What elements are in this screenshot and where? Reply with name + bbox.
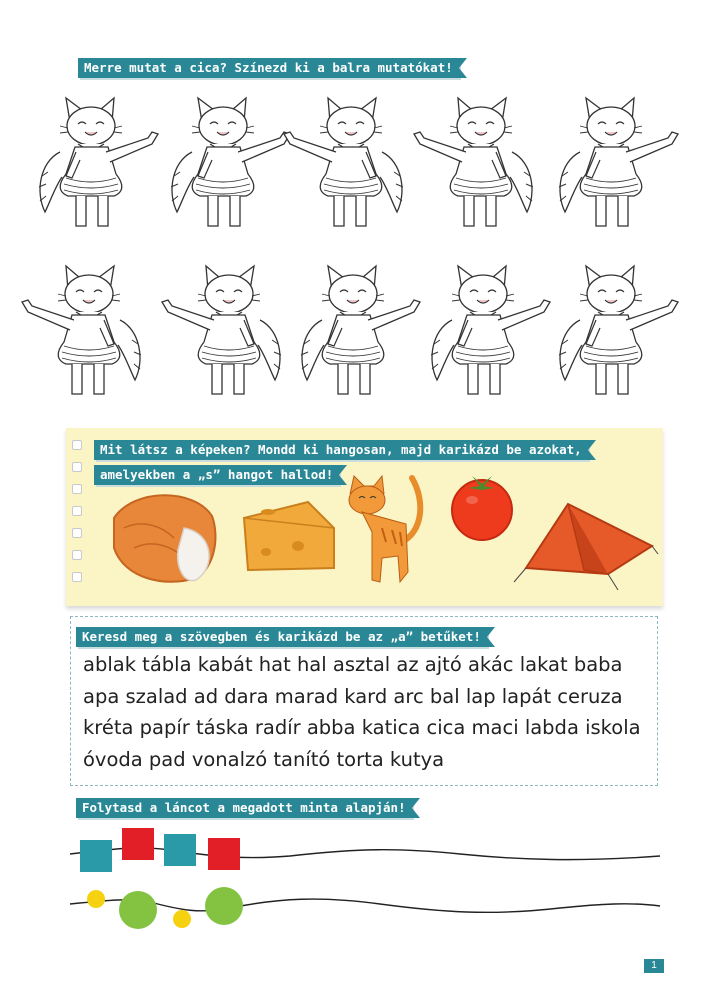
word-line[interactable]: kréta papír táska radír abba katica cica maci labda iskola xyxy=(83,716,641,739)
teal-square xyxy=(80,840,112,872)
tomato-image[interactable] xyxy=(442,470,522,542)
cat-pointing-left[interactable] xyxy=(282,78,422,246)
wave-line-1 xyxy=(70,848,660,860)
page-number: 1 xyxy=(644,959,664,973)
word-line[interactable]: ablak tábla kabát hat hal asztal az ajtó akác lakat baba xyxy=(83,653,623,676)
notebook-holes xyxy=(72,436,84,596)
cats-grid xyxy=(20,78,690,418)
section1-title: Merre mutat a cica? Színezd ki a balra mutatókat! xyxy=(78,58,459,78)
section2-title-line2: amelyekben a „s” hangot hallod! xyxy=(94,465,339,485)
yellow-circle xyxy=(87,890,105,908)
teal-square xyxy=(164,834,196,866)
bread-image[interactable] xyxy=(104,488,224,588)
yellow-circle xyxy=(173,910,191,928)
cat-pointing-right[interactable] xyxy=(540,246,680,414)
word-list xyxy=(83,649,653,775)
cat-pointing-right[interactable] xyxy=(412,246,552,414)
word-line[interactable]: apa szalad ad dara marad kard arc bal lap lapát ceruza xyxy=(83,684,623,708)
cat-pointing-right[interactable] xyxy=(20,78,160,246)
cat-pointing-right[interactable] xyxy=(152,78,292,246)
red-square xyxy=(122,828,154,860)
section4-title: Folytasd a láncot a megadott minta alapján! xyxy=(76,798,412,818)
cat-pointing-right[interactable] xyxy=(282,246,422,414)
section2-title-line1: Mit látsz a képeken? Mondd ki hangosan, majd karikázd be azokat, xyxy=(94,440,588,460)
wave-line-2 xyxy=(70,899,660,912)
red-square xyxy=(208,838,240,870)
section3-title: Keresd meg a szövegben és karikázd be az „a” betűket! xyxy=(76,627,487,647)
green-circle xyxy=(205,887,243,925)
cat-image[interactable] xyxy=(342,472,442,590)
green-circle xyxy=(119,891,157,929)
cat-pointing-left[interactable] xyxy=(160,246,300,414)
cat-pointing-left[interactable] xyxy=(20,246,160,414)
cat-pointing-left[interactable] xyxy=(412,78,552,246)
word-line[interactable]: óvoda pad vonalzó tanító torta kutya xyxy=(83,747,445,771)
cheese-image[interactable] xyxy=(238,498,338,578)
cat-pointing-right[interactable] xyxy=(540,78,680,246)
chain-pattern xyxy=(60,818,670,938)
tent-image[interactable] xyxy=(512,482,662,594)
